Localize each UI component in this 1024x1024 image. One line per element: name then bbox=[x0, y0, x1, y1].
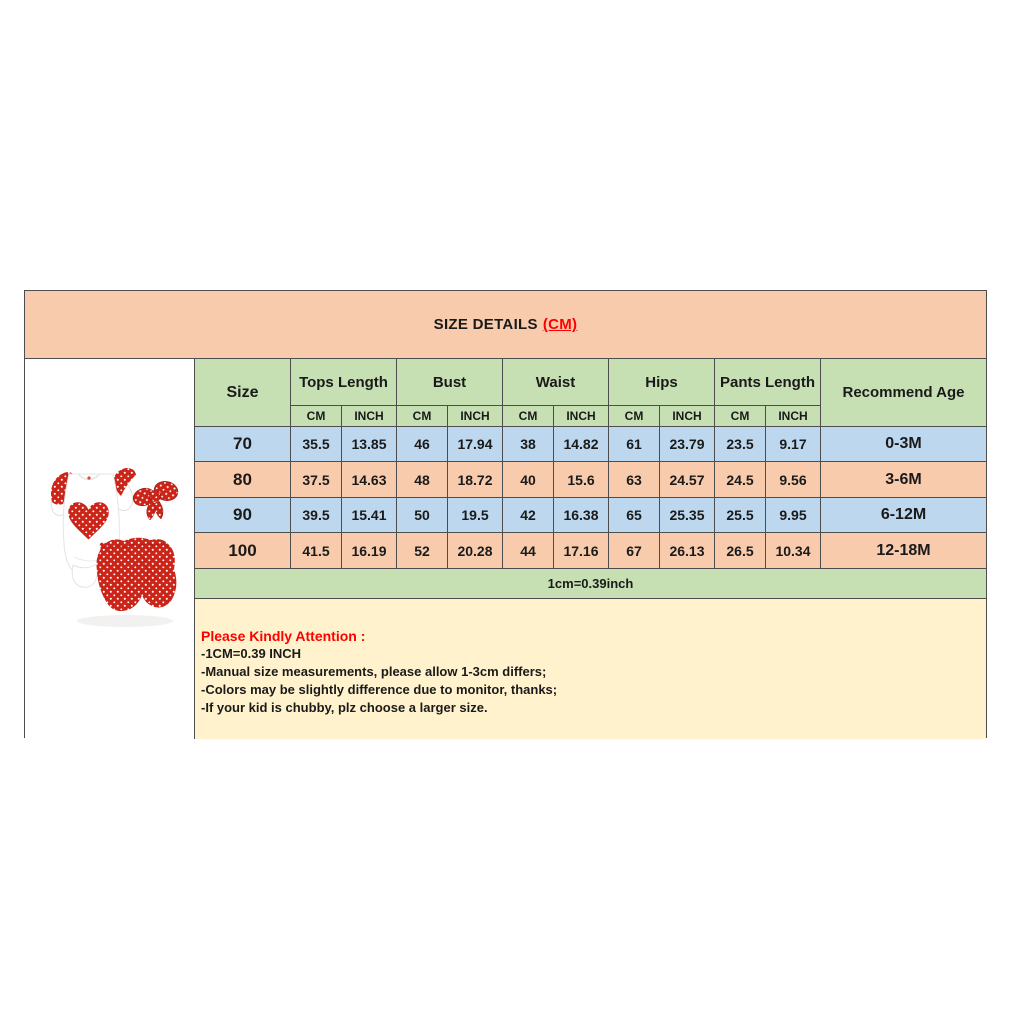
unit-header-inch: INCH bbox=[448, 406, 503, 427]
size-chart-table bbox=[24, 290, 987, 738]
measure-cell: 40 bbox=[503, 462, 554, 498]
measure-cell: 63 bbox=[609, 462, 660, 498]
measure-cell: 19.5 bbox=[448, 498, 503, 533]
measure-cell: 14.82 bbox=[554, 427, 609, 462]
table-title bbox=[25, 291, 986, 359]
measure-cell: 20.28 bbox=[448, 533, 503, 569]
measure-cell: 9.17 bbox=[766, 427, 821, 462]
measure-cell: 38 bbox=[503, 427, 554, 462]
bow-graphic bbox=[131, 479, 180, 520]
conversion-note: 1cm=0.39inch bbox=[195, 569, 986, 599]
attention-line: -Colors may be slightly difference due to monitor, thanks; bbox=[201, 682, 558, 697]
unit-header-inch: INCH bbox=[554, 406, 609, 427]
unit-header-cm: CM bbox=[503, 406, 554, 427]
attention-panel bbox=[195, 599, 986, 739]
measurements-grid bbox=[195, 359, 986, 569]
unit-header-inch: INCH bbox=[342, 406, 397, 427]
measure-cell: 41.5 bbox=[291, 533, 342, 569]
measure-cell: 9.95 bbox=[766, 498, 821, 533]
measure-cell: 25.5 bbox=[715, 498, 766, 533]
measure-cell: 23.5 bbox=[715, 427, 766, 462]
measure-cell: 24.5 bbox=[715, 462, 766, 498]
age-cell: 3-6M bbox=[821, 462, 986, 498]
measure-cell: 50 bbox=[397, 498, 448, 533]
size-cell: 70 bbox=[195, 427, 291, 462]
measure-cell: 17.16 bbox=[554, 533, 609, 569]
measure-cell: 17.94 bbox=[448, 427, 503, 462]
measure-cell: 15.41 bbox=[342, 498, 397, 533]
measure-cell: 18.72 bbox=[448, 462, 503, 498]
title-text: SIZE DETAILS bbox=[433, 316, 538, 333]
table-body bbox=[25, 359, 986, 739]
measure-cell: 16.38 bbox=[554, 498, 609, 533]
measure-cell: 46 bbox=[397, 427, 448, 462]
measure-cell: 37.5 bbox=[291, 462, 342, 498]
product-photo bbox=[25, 359, 195, 738]
col-header-hips: Hips bbox=[609, 359, 715, 406]
measure-cell: 26.13 bbox=[660, 533, 715, 569]
attention-line: -If your kid is chubby, plz choose a larger size. bbox=[201, 700, 488, 715]
unit-header-cm: CM bbox=[291, 406, 342, 427]
measure-cell: 67 bbox=[609, 533, 660, 569]
unit-header-cm: CM bbox=[715, 406, 766, 427]
unit-header-inch: INCH bbox=[660, 406, 715, 427]
product-photo-cell bbox=[25, 359, 195, 739]
age-cell: 12-18M bbox=[821, 533, 986, 569]
measure-cell: 61 bbox=[609, 427, 660, 462]
measure-cell: 42 bbox=[503, 498, 554, 533]
measure-cell: 15.6 bbox=[554, 462, 609, 498]
size-cell: 100 bbox=[195, 533, 291, 569]
measurements-area bbox=[195, 359, 986, 739]
col-header-bust: Bust bbox=[397, 359, 503, 406]
age-cell: 0-3M bbox=[821, 427, 986, 462]
measure-cell: 44 bbox=[503, 533, 554, 569]
unit-header-cm: CM bbox=[609, 406, 660, 427]
title-unit: (CM) bbox=[542, 316, 578, 333]
measure-cell: 13.85 bbox=[342, 427, 397, 462]
measure-cell: 24.57 bbox=[660, 462, 715, 498]
measure-cell: 25.35 bbox=[660, 498, 715, 533]
age-cell: 6-12M bbox=[821, 498, 986, 533]
measure-cell: 10.34 bbox=[766, 533, 821, 569]
measure-cell: 39.5 bbox=[291, 498, 342, 533]
col-header-recommend-age: Recommend Age bbox=[821, 359, 986, 427]
unit-header-inch: INCH bbox=[766, 406, 821, 427]
col-header-pants-length: Pants Length bbox=[715, 359, 821, 406]
size-cell: 90 bbox=[195, 498, 291, 533]
photo-shadow bbox=[77, 615, 173, 627]
attention-line: -Manual size measurements, please allow 1-3cm differs; bbox=[201, 664, 547, 679]
measure-cell: 14.63 bbox=[342, 462, 397, 498]
measure-cell: 16.19 bbox=[342, 533, 397, 569]
attention-line: -1CM=0.39 INCH bbox=[201, 646, 302, 661]
measure-cell: 35.5 bbox=[291, 427, 342, 462]
measure-cell: 65 bbox=[609, 498, 660, 533]
col-header-tops-length: Tops Length bbox=[291, 359, 397, 406]
unit-header-cm: CM bbox=[397, 406, 448, 427]
measure-cell: 48 bbox=[397, 462, 448, 498]
measure-cell: 26.5 bbox=[715, 533, 766, 569]
col-header-size: Size bbox=[195, 359, 291, 427]
measure-cell: 52 bbox=[397, 533, 448, 569]
attention-heading: Please Kindly Attention : bbox=[201, 628, 366, 644]
size-cell: 80 bbox=[195, 462, 291, 498]
shorts-graphic bbox=[97, 538, 177, 611]
measure-cell: 23.79 bbox=[660, 427, 715, 462]
measure-cell: 9.56 bbox=[766, 462, 821, 498]
col-header-waist: Waist bbox=[503, 359, 609, 406]
